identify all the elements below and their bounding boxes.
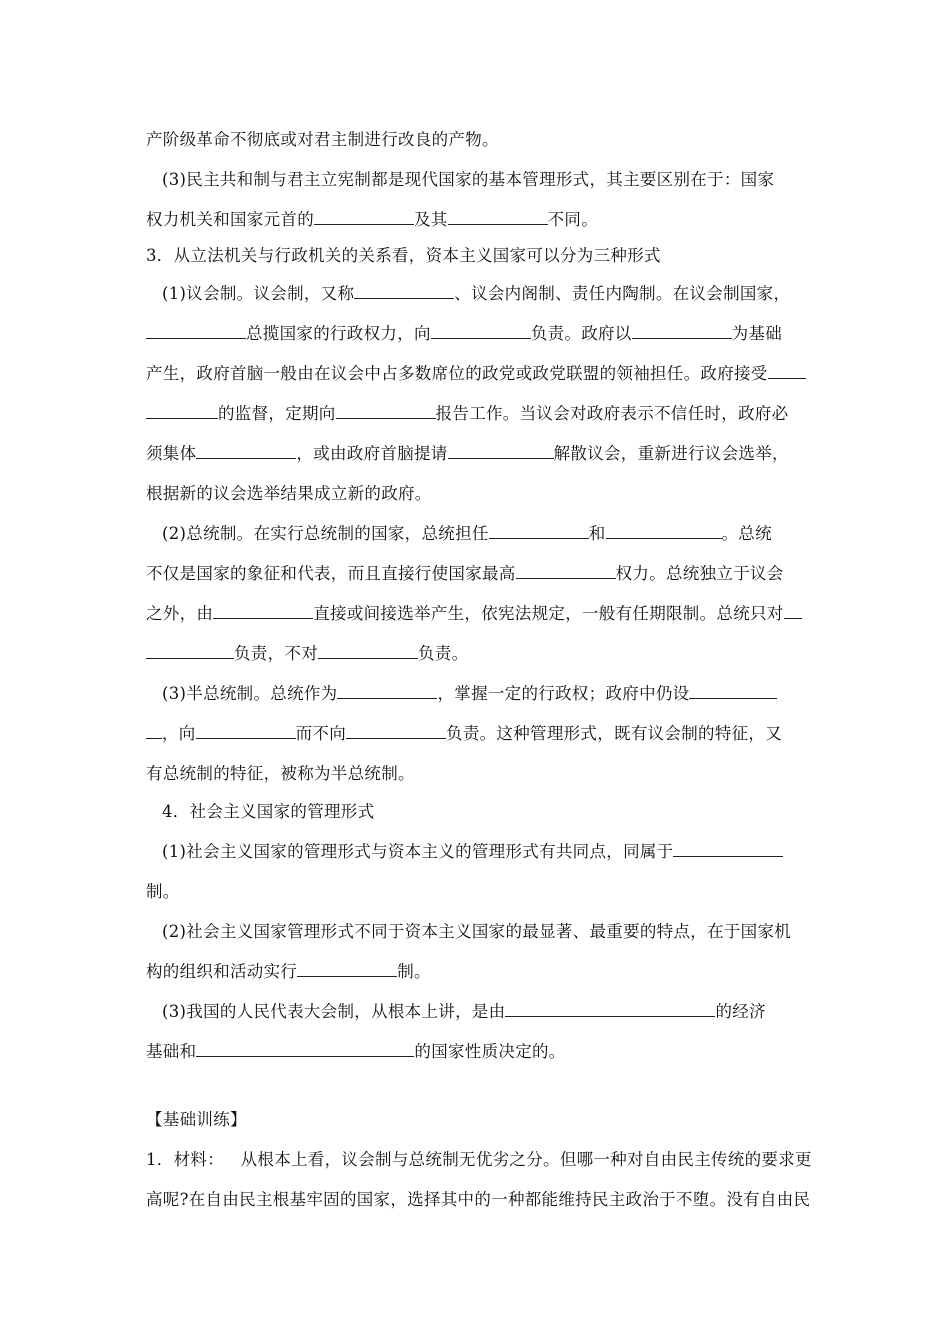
text-line: 高呢?在自由民主根基牢固的国家，选择其中的一种都能维持民主政治于不堕。没有自由民 xyxy=(146,1190,811,1209)
blank xyxy=(505,999,715,1017)
blank xyxy=(489,521,589,539)
text-line: 1．材料： 从根本上看，议会制与总统制无优劣之分。但哪一种对自由民主传统的要求更 xyxy=(146,1150,812,1169)
blank xyxy=(297,959,397,977)
blank xyxy=(354,281,454,299)
blank xyxy=(448,441,554,459)
text-line: 基础和 的国家性质决定的。 xyxy=(146,1038,566,1062)
blank xyxy=(431,321,531,339)
text-line: 的监督，定期向 报告工作。当议会对政府表示不信任时，政府必 xyxy=(146,400,788,424)
text-line: (2)社会主义国家管理形式不同于资本主义国家的最显著、最重要的特点，在于国家机 xyxy=(162,922,792,941)
blank xyxy=(318,641,418,659)
text-line: ，向 而不向 负责。这种管理形式，既有议会制的特征，又 xyxy=(146,720,782,744)
section-heading: 3．从立法机关与行政机关的关系看，资本主义国家可以分为三种形式 xyxy=(146,246,661,265)
text-line: 产阶级革命不彻底或对君主制进行改良的产物。 xyxy=(146,130,499,149)
blank xyxy=(516,561,616,579)
blank xyxy=(213,601,313,619)
text-line: 构的组织和活动实行 制。 xyxy=(146,958,431,982)
text-line: 不仅是国家的象征和代表，而且直接行使国家最高 权力。总统独立于议会 xyxy=(146,560,784,584)
blank xyxy=(146,321,246,339)
text-line: 根据新的议会选举结果成立新的政府。 xyxy=(146,484,432,503)
text-line: 有总统制的特征，被称为半总统制。 xyxy=(146,764,415,783)
blank xyxy=(673,839,783,857)
text-line: 总揽国家的行政权力，向 负责。政府以 为基础 xyxy=(146,320,782,344)
text-line: 产生，政府首脑一般由在议会中占多数席位的政党或政党联盟的领袖担任。政府接受 xyxy=(146,360,806,384)
blank xyxy=(337,681,437,699)
text-line: (3)民主共和制与君主立宪制都是现代国家的基本管理形式，其主要区别在于：国家 xyxy=(162,170,775,189)
blank xyxy=(768,361,806,379)
text-line: (1)社会主义国家的管理形式与资本主义的管理形式有共同点，同属于 xyxy=(162,838,783,862)
blank xyxy=(146,721,162,739)
text-line: (3)半总统制。总统作为 ，掌握一定的行政权；政府中仍设 xyxy=(162,680,777,704)
blank xyxy=(448,207,548,225)
blank xyxy=(146,401,218,419)
blank xyxy=(689,681,777,699)
text-line: 须集体 ，或由政府首脑提请 解散议会，重新进行议会选举， xyxy=(146,440,789,464)
blank xyxy=(632,321,732,339)
text-line: 制。 xyxy=(146,882,180,901)
blank xyxy=(606,521,722,539)
blank xyxy=(314,207,414,225)
blank xyxy=(336,401,436,419)
section-heading: 4．社会主义国家的管理形式 xyxy=(162,802,375,821)
section-heading: 【基础训练】 xyxy=(146,1110,247,1129)
text-line: 之外，由 直接或间接选举产生，依宪法规定，一般有任期限制。总统只对 xyxy=(146,600,802,624)
text-line: (2)总统制。在实行总统制的国家，总统担任 和 。总统 xyxy=(162,520,772,544)
blank xyxy=(196,441,296,459)
blank xyxy=(784,601,802,619)
text-line: (1)议会制。议会制，又称 、议会内阁制、责任内陶制。在议会制国家， xyxy=(162,280,790,304)
text-line: 负责，不对 负责。 xyxy=(146,640,468,664)
blank xyxy=(196,721,296,739)
blank xyxy=(346,721,446,739)
blank xyxy=(146,641,234,659)
text-line: 权力机关和国家元首的 及其 不同。 xyxy=(146,206,598,230)
text-line: (3)我国的人民代表大会制，从根本上讲，是由 的经济 xyxy=(162,998,766,1022)
blank xyxy=(196,1039,414,1057)
